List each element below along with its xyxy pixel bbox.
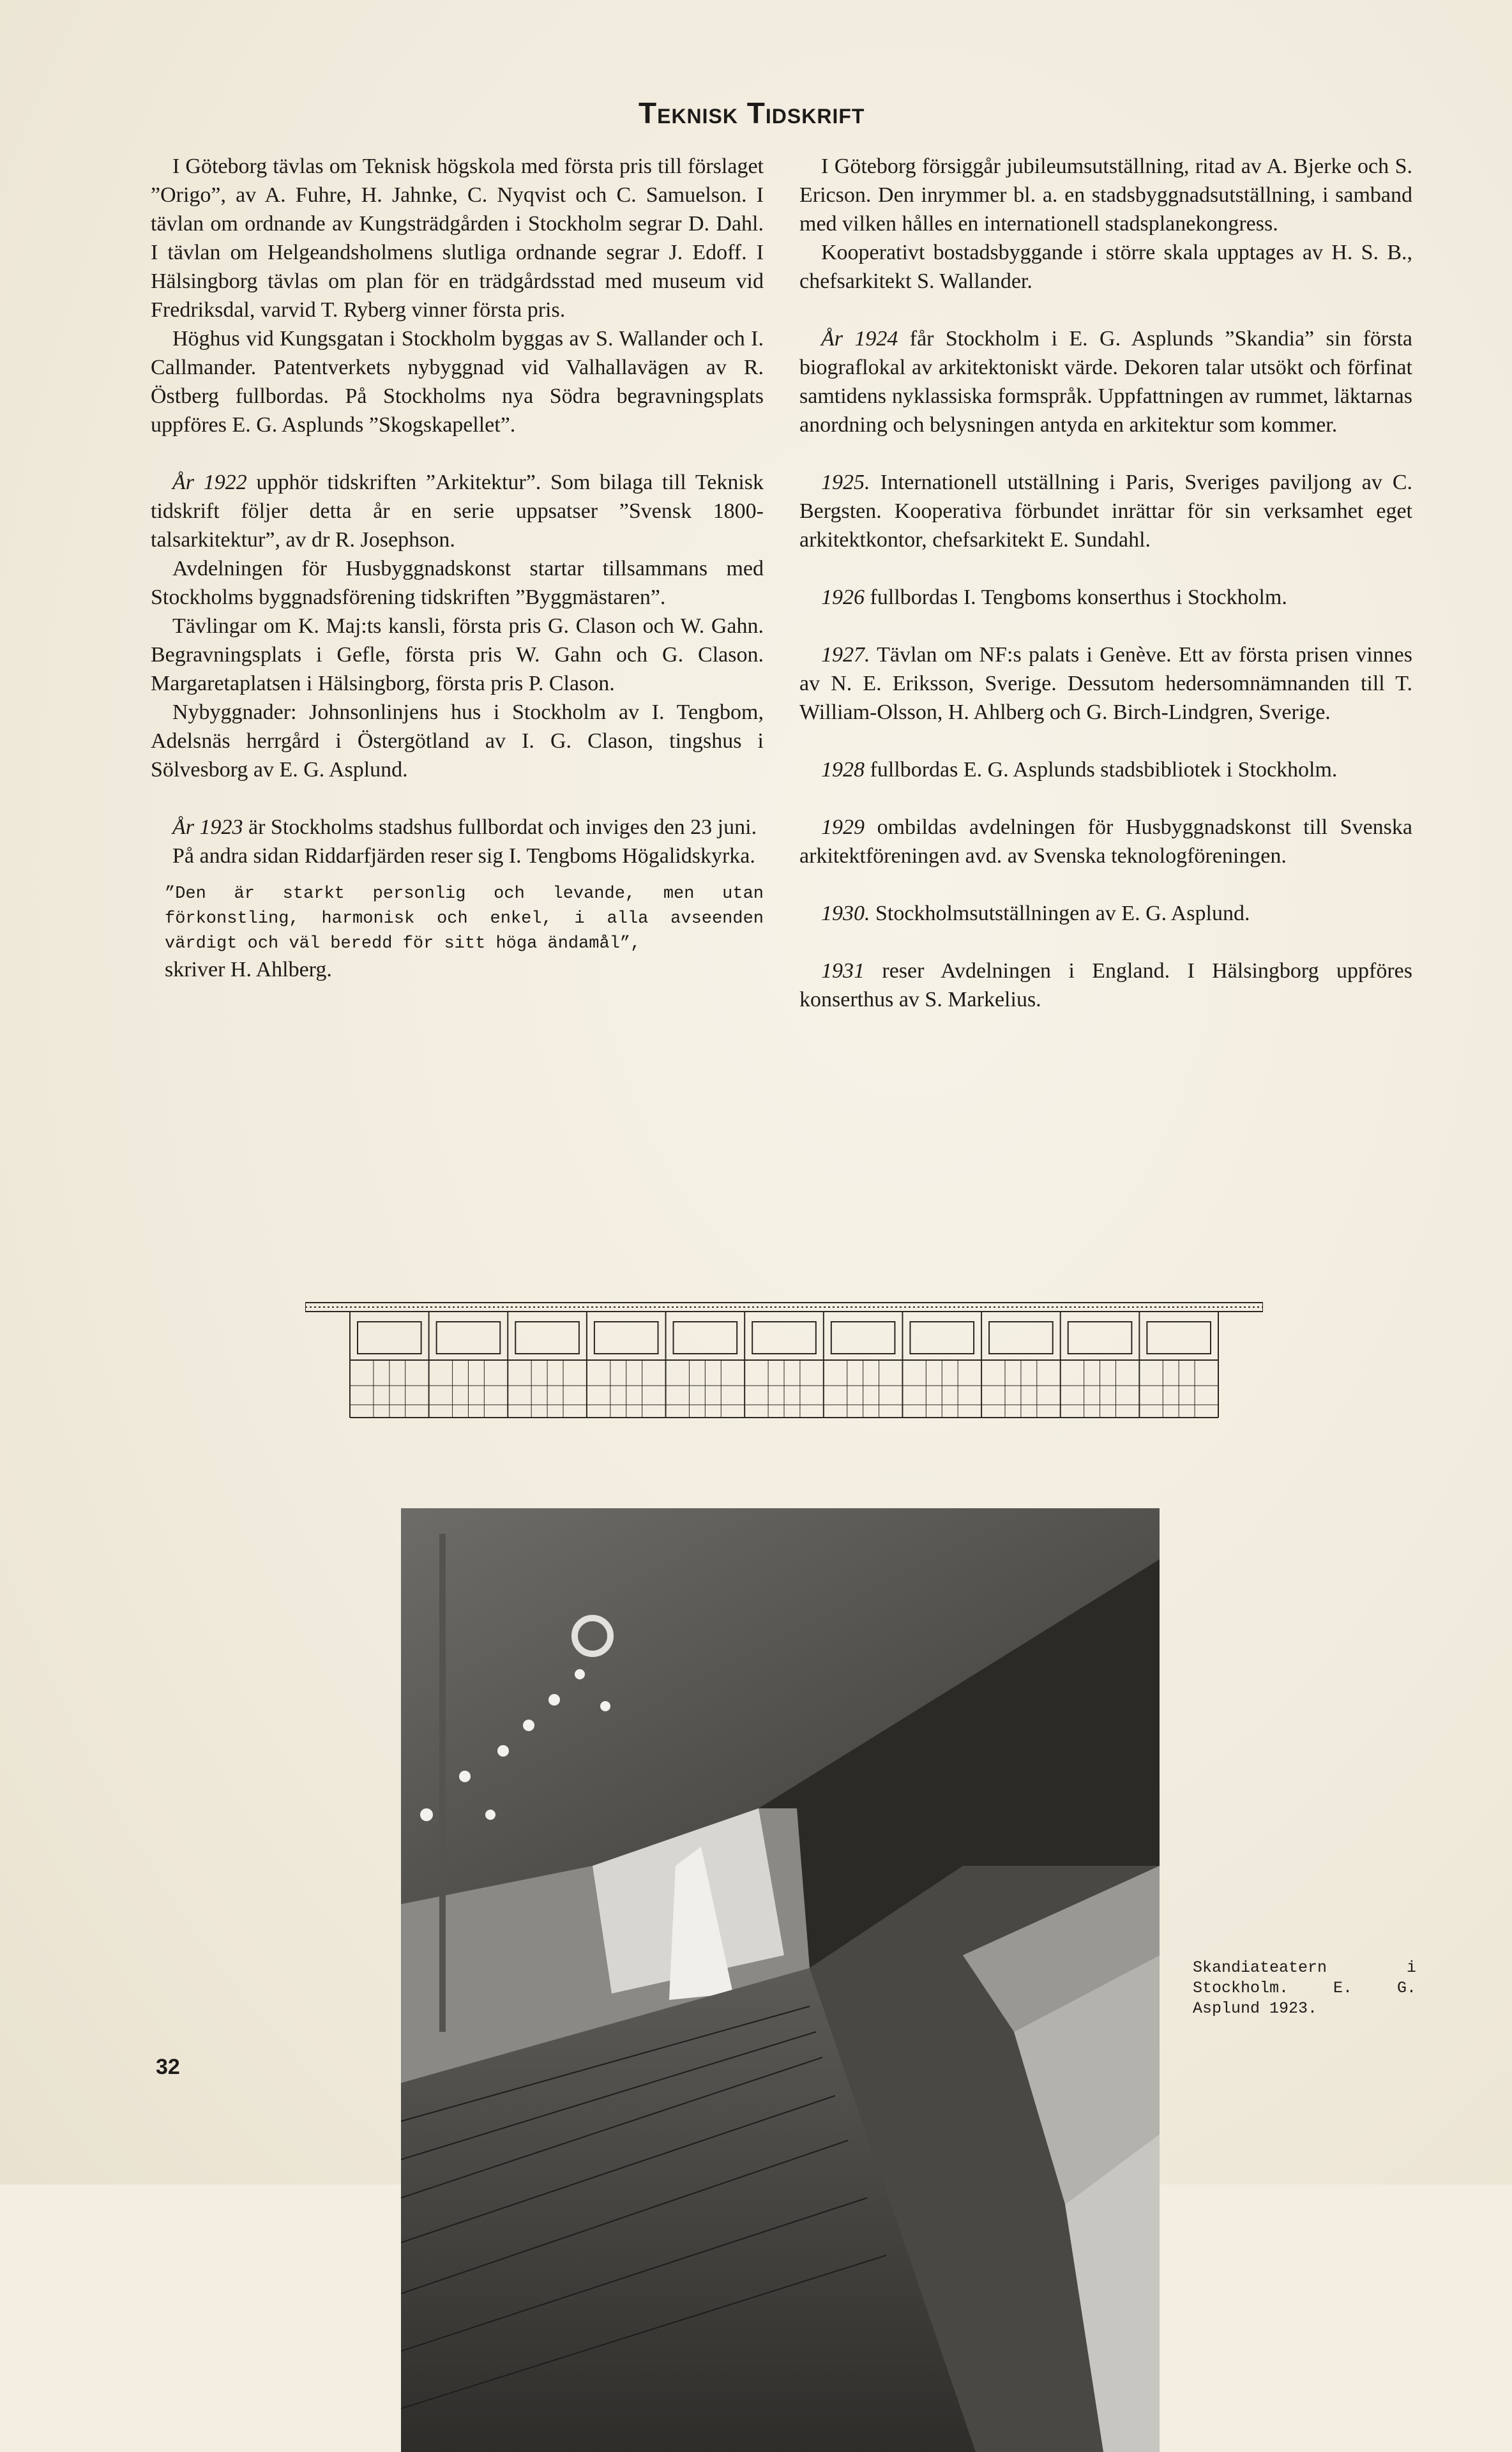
bay-panel <box>752 1322 816 1354</box>
paragraph: Avdelningen för Husbyggnadskonst startar tillsammans med Stockholms byggnadsförening tidskriften ”Byggmästaren”. <box>151 557 764 609</box>
bay-panel <box>831 1322 895 1354</box>
paragraph-text: upphör tidskriften ”Arkitektur”. Som bilaga till Teknisk tidskrift följer detta år en serie uppsatser ”Svensk 1800-talsarkitektur”, av dr R. Josephson. <box>151 471 764 552</box>
paragraph-text: ombildas avdelningen för Husbyggnadskonst till Svenska arkitektföreningen avd. av Svenska teknologföreningen. <box>799 815 1412 868</box>
paragraph <box>799 957 1412 1014</box>
year-label: 1926 <box>821 586 865 609</box>
paragraph <box>799 899 1412 928</box>
bay-panel <box>674 1322 737 1354</box>
paragraph <box>151 468 764 554</box>
year-label: År 1924 <box>821 327 898 351</box>
quotation-attribution: skriver H. Ahlberg. <box>165 958 332 981</box>
bay-panel <box>910 1322 974 1354</box>
left-text-column <box>151 152 764 983</box>
paragraph-text: reser Avdelningen i England. I Hälsingborg uppföres konserthus av S. Markelius. <box>799 959 1412 1011</box>
paragraph-text: får Stockholm i E. G. Asplunds ”Skandia” sin första biograflokal av arkitektoniskt värde. Dekoren talar utsökt och förfinat samtidens nyklassiska formspråk. Uppfattningen av rummet, läktarnas anordning och belysningen antyda en arkitektur som kommer. <box>799 327 1412 437</box>
bay-panel <box>1147 1322 1211 1354</box>
journal-title <box>639 96 865 130</box>
year-label: 1931 <box>821 959 865 983</box>
paragraph: Höghus vid Kungsgatan i Stockholm byggas av S. Wallander och I. Callmander. Patentverkets nybyggnad vid Valhallavägen av R. Östberg fullbordas. På Stockholms nya Södra begravningsplats uppföres E. G. Asplunds ”Skogskapellet”. <box>151 327 764 437</box>
paragraph-text: fullbordas I. Tengboms konserthus i Stockholm. <box>865 586 1287 609</box>
paragraph <box>151 813 764 842</box>
quotation: ”Den är starkt personlig och levande, men utan förkonstling, harmonisk och enkel, i alla avseenden värdigt och väl beredd för sitt höga ändamål”, <box>165 884 764 953</box>
paragraph-text: Internationell utställning i Paris, Sveriges paviljong av C. Bergsten. Kooperativa förbundet inrättar för sin verksamhet eget arkitektkontor, chefsarkitekt E. Sundahl. <box>799 471 1412 552</box>
paragraph <box>799 813 1412 870</box>
paragraph-text: Tävlan om NF:s palats i Genève. Ett av första prisen vinnes av N. E. Eriksson, Sverige. Dessutom hedersomnämnanden till T. William-Olsson, H. Ahlberg och G. Birch-Lindgren, Sverige. <box>799 643 1412 724</box>
year-label: 1925. <box>821 471 870 494</box>
page-number: 32 <box>156 2055 180 2079</box>
year-label: 1929 <box>821 815 865 839</box>
paragraph <box>799 583 1412 612</box>
paragraph: Tävlingar om K. Maj:ts kansli, första pris G. Clason och W. Gahn. Begravningsplats i Gefle, första pris W. Gahn och G. Clason. Margaretaplatsen i Hälsingborg, första pris P. Clason. <box>151 614 764 695</box>
bay-panel <box>989 1322 1053 1354</box>
paragraph: På andra sidan Riddarfjärden reser sig I. Tengboms Högalidskyrka. <box>172 844 755 868</box>
wall-elevation-drawing <box>305 1296 1263 1442</box>
year-label: 1930. <box>821 902 870 925</box>
paragraph <box>799 755 1412 784</box>
year-label: 1928 <box>821 758 865 782</box>
paragraph: I Göteborg tävlas om Teknisk högskola med första pris till förslaget ”Origo”, av A. Fuhre, H. Jahnke, C. Nyqvist och C. Samuelson. I tävlan om ordnande av Kungsträdgården i Stockholm segrar D. Dahl. I tävlan om Helgeandsholmens slutliga ordnande segrar J. Edoff. I Hälsingborg tävlas om plan för en trädgårdsstad med museum vid Fredriksdal, varvid T. Ryberg vinner första pris. <box>151 155 764 322</box>
bay-panel <box>1068 1322 1132 1354</box>
year-label: År 1923 <box>172 815 243 839</box>
paragraph: Kooperativt bostadsbyggande i större skala upptages av H. S. B., chefsarkitekt S. Wallander. <box>799 241 1412 293</box>
bay-panel <box>515 1322 579 1354</box>
year-label: 1927. <box>821 643 870 667</box>
paragraph-text: Stockholmsutställningen av E. G. Asplund. <box>870 902 1250 925</box>
bay-panel <box>358 1322 421 1354</box>
journal-title-text: Teknisk Tidskrift <box>639 96 865 130</box>
paragraph <box>799 640 1412 727</box>
paragraph-text: är Stockholms stadshus fullbordat och inviges den 23 juni. <box>243 815 757 839</box>
paragraph <box>799 324 1412 439</box>
theatre-interior-photo <box>401 1508 1160 2452</box>
right-text-column <box>799 152 1412 1014</box>
paragraph <box>799 468 1412 554</box>
year-label: År 1922 <box>172 471 247 494</box>
photo-caption: Skandiateatern i Stockholm. E. G. Asplund 1923. <box>1193 1958 1416 2018</box>
bay-panel <box>594 1322 658 1354</box>
paragraph-text: fullbordas E. G. Asplunds stadsbibliotek i Stockholm. <box>865 758 1338 782</box>
paragraph: Nybyggnader: Johnsonlinjens hus i Stockholm av I. Tengbom, Adelsnäs herrgård i Östergötland av I. G. Clason, tingshus i Sölvesborg av E. G. Asplund. <box>151 700 764 782</box>
bay-panel <box>437 1322 501 1354</box>
paragraph: I Göteborg försiggår jubileumsutställning, ritad av A. Bjerke och S. Ericson. Den inrymmer bl. a. en stadsbyggnadsutställning, i samband med vilken hålles en internationell stadsplanekongress. <box>799 155 1412 236</box>
